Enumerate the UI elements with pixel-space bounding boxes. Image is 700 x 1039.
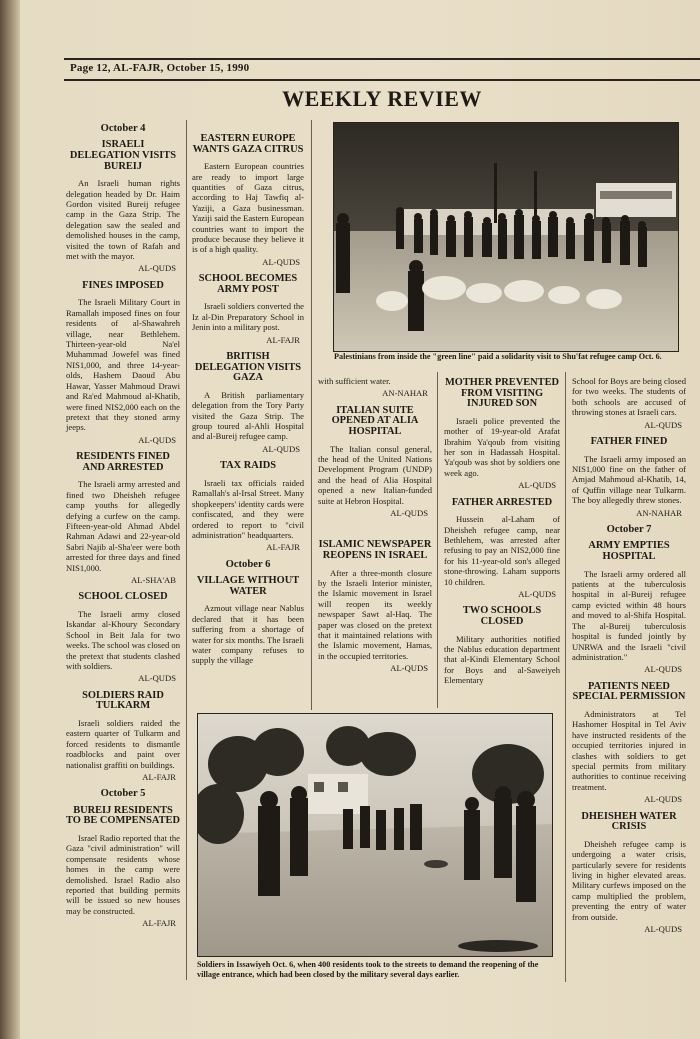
article-source: AL-QUDS [138,434,176,445]
article-headline: VILLAGE WITHOUT WATER [196,575,300,597]
article-source: AL-FAJR [266,542,300,553]
article-headline: SOLDIERS RAID TULKARM [82,689,164,712]
photo-crowd-image [334,123,678,351]
article-body-continued: School for Boys are being closed for two weeks. The students of both schools are accused of throwing stones at Israeli cars. [572,376,686,418]
column-divider [565,372,566,982]
article-headline: TAX RAIDS [219,460,277,472]
section-title: WEEKLY REVIEW [282,86,482,111]
article-body: The Italian consul general, the head of the United Nations Development Program (UNDP) and the head of Alia Hospital opened a new Italian-funded suite at Hebron Hospital. [318,443,432,506]
article-body: The Israeli army ordered all patients at the tuberculosis hospital in al-Bureij refugee camp evicted within 48 hours and moved to al-Shifa Hospital. The al-Bureij tuberculosis hospital is funded jointly by UNRWA and the Israeli "civil administration." [572,568,686,662]
article-source: AL-QUDS [644,419,682,430]
article-source: AL-SHA'AB [131,574,176,585]
article-source: AL-FAJR [142,918,176,929]
article-headline: TWO SCHOOLS CLOSED [462,605,542,628]
article-source: AL-QUDS [262,443,300,454]
photo-shufat-camp [333,122,679,352]
article-body: Israeli soldiers raided the eastern quarter of Tulkarm and forced residents to dismantle roadblocks and paint over nationalist graffiti on buildings. [66,718,180,770]
article-body: An Israeli human rights delegation headed by Dr. Haim Gordon visited Bureij refugee camp in the Gaza Strip. The delegation saw the sealed and demolished houses in the camp, visited the town of Rafah and met with the mayor. [66,178,180,262]
column-5 [572,376,686,941]
article-headline: EASTERN EUROPE WANTS GAZA CITRUS [192,133,304,155]
article-body: The Israeli army arrested and fined two Dheisheh refugee camp youths for allegedly defying a curfew on the camp. Fifteen-year-old Ahmad Abdel Rahman Adawi and 22-year-old Sabri Najib al-Sha'eer were both arrested for three days and fined NIS1,000. [66,479,180,573]
article-headline: RESIDENTS FINED AND ARRESTED [76,451,170,473]
article-body: Military authorities notified the Nablus education department that al-Kindi Elementary School for Boys and al-Saweiyeh Elementary [444,633,560,686]
header-rule-top [64,58,700,60]
article-headline: PATIENTS NEED SPECIAL PERMISSION [572,680,686,703]
column-2 [192,128,304,668]
article-headline: ITALIAN SUITE OPENED AT ALIA HOSPITAL [331,404,419,437]
article-body: A British parliamentary delegation from the Tory Party visited the Gaza Strip. The group toured al-Ahli Hospital and al-Bureij refugee camp. [192,389,304,442]
article-body: The Israeli army imposed an NIS1,000 fine on the father of Amjad Mahmoud al-Khatib, 14, of Quffin village near Tulkarm. The boy allegedly threw stones. [572,453,686,506]
article-source: AL-QUDS [262,256,300,267]
article-headline: DHEISHEH WATER CRISIS [581,810,677,833]
header-rule-bottom [64,79,700,81]
article-body: Israel Radio reported that the Gaza "civil administration" will compensate residents whose homes in the camp were demolished. Israel Radio also reported that building permits will be issued so new houses may be constructed. [66,833,180,916]
article-source: AL-QUDS [390,663,428,674]
article-body: Eastern European countries are ready to import large quantities of Gaza citrus, according to Haj Tawfiq al-Yaziji, a Gaza businessman. Yaziji said the Eastern European countries want to import the produce because they believe it is of a high quality. [192,161,304,255]
date-heading: October 6 [225,558,271,570]
column-divider [186,120,187,980]
article-source: AL-QUDS [518,480,556,491]
photo-caption: Soldiers in Issawiyeh Oct. 6, when 400 residents took to the streets to demand the reopening of the village entrance, which had been closed by the military several days earlier. [197,960,539,979]
date-heading: October 4 [100,123,146,134]
date-heading: October 5 [100,788,146,800]
article-body: Administrators at Tel Hashomer Hospital in Tel Aviv have instructed residents of the occupied territories injured in clashes with soldiers to get special permits from military authorities to continue receiving treatment. [572,708,686,792]
article-source: AL-QUDS [138,673,176,684]
article-headline: FATHER ARRESTED [451,496,553,508]
photo-issawiyeh-soldiers [197,713,553,957]
article-source: AL-QUDS [644,794,682,805]
article-body: Hussein al-Laham of Dheisheh refugee camp, near Bethlehem, was arrested after refusing to pay an NIS2,000 fine for his 11-year-old son's alleged stone-throwing. Laham supports 10 children. [444,514,560,587]
column-divider [311,120,312,710]
article-headline: FATHER FINED [590,436,668,448]
article-headline: ISRAELI DELEGATION VISITS BUREIJ [69,139,177,172]
article-headline: BRITISH DELEGATION VISITS GAZA [194,351,302,384]
article-body: After a three-month closure by the Israeli Interior minister, the Islamic movement in Israel will reopen its weekly newspaper Sawt al-Haq. The paper was closed on the pretext that it maintained relations with the Islamic movement, Hamas, in the occupied territories. [318,567,432,661]
column-divider [437,372,438,708]
article-body: Israeli police prevented the mother of 19-year-old Arafat Ibrahim Ya'qoub from visiting her son in Hadassah Hospital. Ya'qoub was shot by soldiers one week ago. [444,415,560,478]
photo-soldiers-image [198,714,552,956]
article-body: Israeli soldiers converted the Iz al-Din Preparatory School in Jenin into a military post. [192,301,304,333]
article-source: AL-QUDS [518,589,556,600]
article-headline: ISLAMIC NEWSPAPER REOPENS IN ISRAEL [318,539,432,562]
article-source: AL-QUDS [138,263,176,274]
page-header: Page 12, AL-FAJR, October 15, 1990 [70,62,250,74]
article-headline: ARMY EMPTIES HOSPITAL [588,540,670,563]
article-source: AL-QUDS [644,664,682,675]
article-source: AN-NAHAR [382,388,428,399]
article-source: AL-FAJR [142,772,176,783]
article-body-continued: with sufficient water. [318,376,391,386]
column-1 [66,118,180,936]
article-source: AL-QUDS [644,924,682,934]
date-heading: October 7 [606,524,652,536]
article-body: The Israeli Military Court in Ramallah imposed fines on four residents of al-Shawahreh village, near Bethlehem. Thirteen-year-old Na'el Muhammad Jowefel was fined NIS1,000, and three 14-year-olds, Hashem Daoud Abu Hawar, Yasser Mahmoud Drawi and Ra'ed Mahmoud al-Khatib, were fined NIS2,000 each on the pretext that they stoned army jeeps. [66,297,180,433]
article-source: AL-QUDS [390,508,428,519]
article-source: AN-NAHAR [636,507,682,518]
article-headline: MOTHER PREVENTED FROM VISITING INJURED SON [444,377,560,410]
article-body: Dheisheh refugee camp is undergoing a water crisis, particularly severe for residents living in higher elevated areas. Military curfews imposed on the camp multiplied the problem, preventing the entry of water from outside. [572,838,686,922]
article-body: The Israeli army closed Iskandar al-Khoury Secondary School in Beit Jala for two weeks. The school was closed on the pretext that students clashed with soldiers. [66,608,180,671]
article-body: Azmout village near Nablus declared that it has been suffering from a shortage of water for six months. The Israeli water company refuses to supply the village [192,603,305,666]
article-headline: SCHOOL CLOSED [78,591,168,603]
photo-caption: Palestinians from inside the "green line" paid a solidarity visit to Shu'fat refugee camp Oct. 6. [334,352,662,361]
article-headline: SCHOOL BECOMES ARMY POST [198,273,298,295]
article-headline: BUREIJ RESIDENTS TO BE COMPENSATED [66,804,180,827]
article-headline: FINES IMPOSED [82,279,164,291]
column-4 [444,372,560,688]
article-source: AL-FAJR [266,334,300,345]
column-3 [318,376,432,681]
article-body: Israeli tax officials raided Ramallah's al-Irsal Street. Many shopkeepers' identity cards were confiscated, and they were ordered to report to "civil administration" headquarters. [192,477,304,540]
page-binding [0,0,20,1039]
